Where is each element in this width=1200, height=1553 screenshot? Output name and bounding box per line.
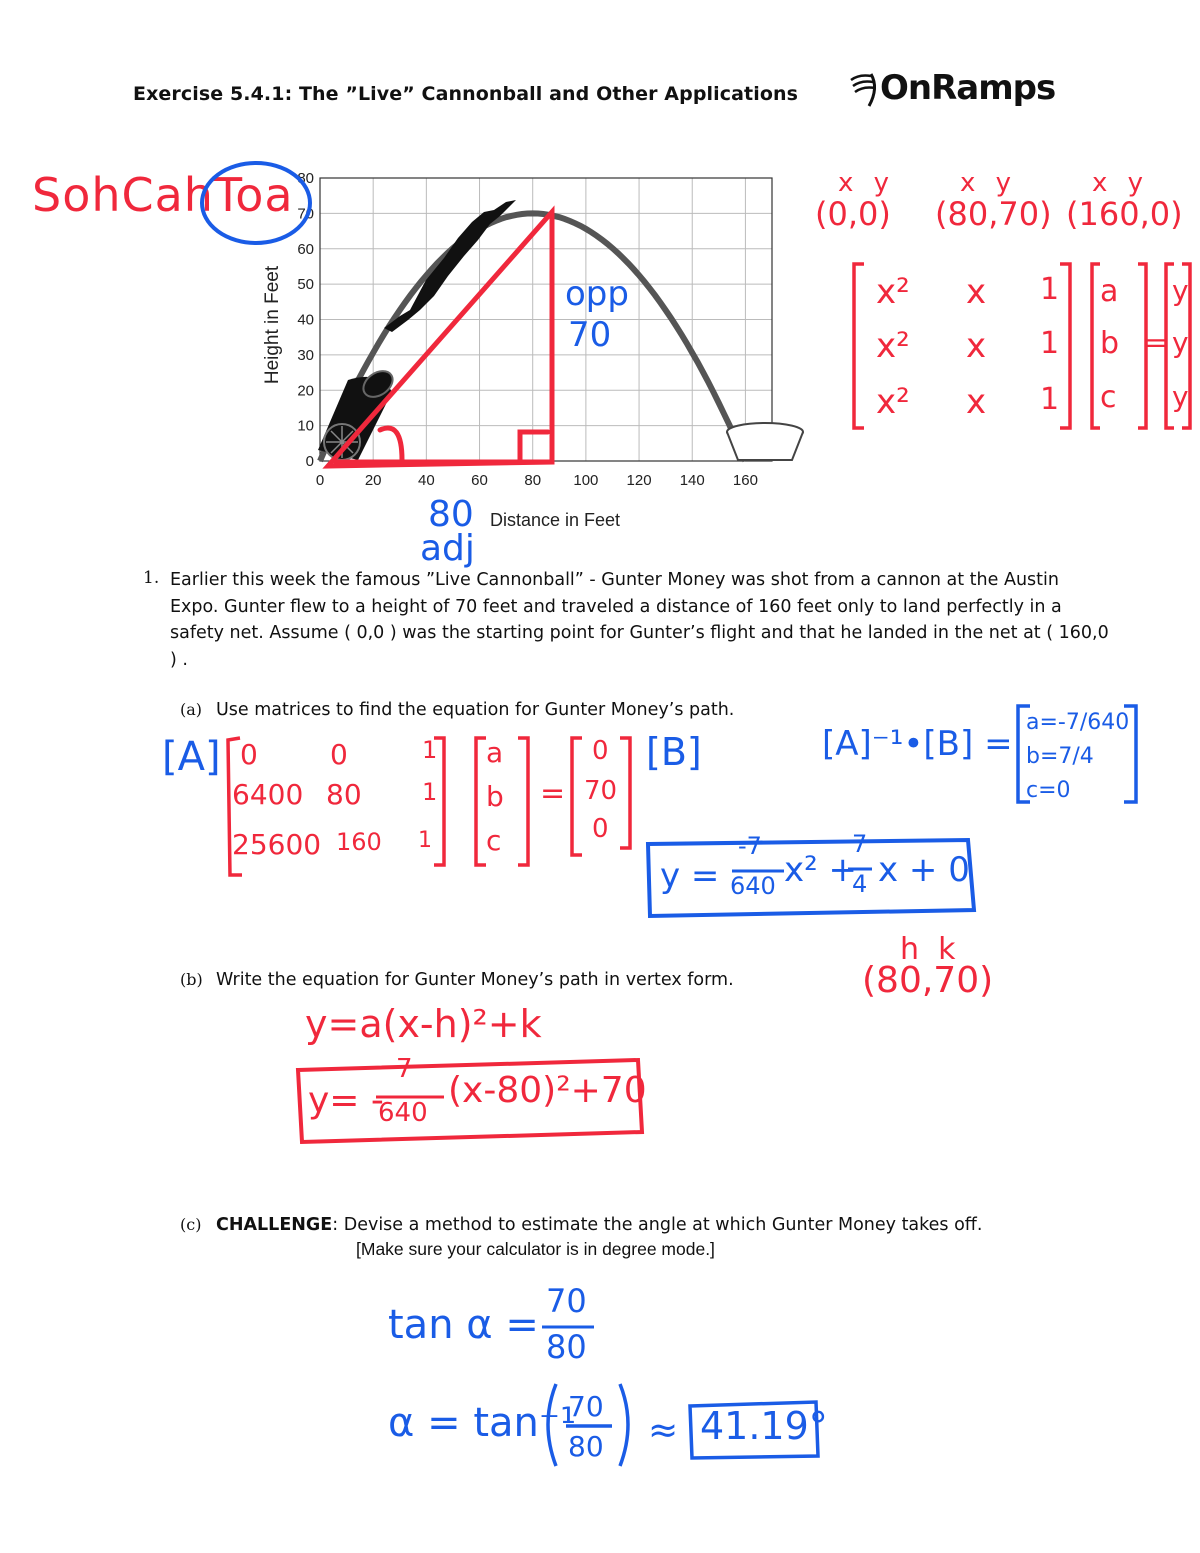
- approx-sign: ≈: [648, 1410, 679, 1451]
- x-tick-label: 160: [732, 472, 758, 489]
- vertex-general-form: y=a(x-h)²+k: [305, 1002, 542, 1046]
- gm-r3c2: x: [966, 382, 987, 422]
- a-r1c2: 0: [330, 738, 348, 771]
- page-title: Exercise 5.4.1: The ”Live” Cannonball and Other Applications: [133, 83, 799, 105]
- gm-r1c1: x²: [876, 272, 910, 312]
- sohcahtoa-note: SohCahToa: [32, 168, 294, 222]
- a-r1c1: 0: [240, 738, 258, 771]
- matrix-b-label: [B]: [646, 730, 702, 774]
- opp-value: 70: [568, 315, 612, 355]
- std-frac-num: -7: [738, 832, 762, 860]
- y-tick-label: 50: [297, 276, 314, 294]
- x-tick-label: 80: [524, 472, 542, 489]
- y-axis-label: Height in Feet: [262, 265, 283, 385]
- b-val-2: 70: [584, 776, 618, 806]
- part-c-text: : Devise a method to estimate the angle at which Gunter Money takes off.: [332, 1215, 983, 1235]
- tan-lhs: tan α =: [388, 1302, 539, 1348]
- red-triangle-annotation: [328, 212, 552, 466]
- toa-circle-icon: [198, 158, 318, 250]
- vertex-frac-den: 640: [378, 1098, 428, 1128]
- b-val-3: 0: [592, 814, 609, 844]
- x-tick-label: 140: [679, 472, 705, 489]
- adj-value: 80: [428, 494, 474, 535]
- a-r2c2: 80: [326, 778, 362, 811]
- point-2: (80,70): [935, 195, 1052, 233]
- alpha-num: 70: [568, 1390, 604, 1423]
- x-tick-label: 60: [471, 472, 488, 489]
- gm-c: c: [1100, 380, 1117, 415]
- std-frac-den: 640: [730, 872, 776, 900]
- y-tick-label: 30: [297, 346, 314, 364]
- point-3: (160,0): [1066, 195, 1183, 233]
- gm-y1: y: [1172, 274, 1189, 307]
- cannon-icon: [318, 366, 397, 460]
- inverse-expression: [A]⁻¹•[B] =: [822, 724, 1013, 764]
- problem-number: 1.: [143, 568, 160, 588]
- vertex-tail: (x-80)²+70: [448, 1070, 647, 1111]
- x-axis-label: Distance in Feet: [489, 510, 621, 530]
- ab-eq: =: [540, 776, 566, 811]
- x-tick-label: 0: [315, 472, 325, 489]
- alpha-den: 80: [568, 1430, 604, 1463]
- x-tick-label: 120: [626, 472, 652, 489]
- part-c-label: (c): [180, 1215, 202, 1234]
- gm-eq: =: [1144, 326, 1168, 359]
- vertex-point: (80,70): [862, 960, 994, 1001]
- adj-label: adj: [420, 528, 475, 569]
- a-r3c2: 160: [336, 828, 382, 856]
- a-r3c1: 25600: [232, 828, 322, 861]
- gm-a: a: [1100, 274, 1119, 309]
- x-tick-label: 20: [364, 472, 382, 489]
- gm-r3c3: 1: [1040, 382, 1060, 417]
- point-3-xy: x y: [1092, 168, 1150, 198]
- hk-labels: h k: [900, 932, 956, 967]
- tan-num: 70: [546, 1282, 587, 1320]
- gm-y2: y: [1172, 326, 1189, 359]
- solution-a: a=-7/640: [1026, 710, 1130, 735]
- y-tick-label: 40: [297, 311, 314, 329]
- a-r3c3: 1: [418, 828, 432, 853]
- abc-c: c: [486, 824, 502, 857]
- x-tick-label: 40: [418, 472, 435, 489]
- vertex-frac-num: 7: [396, 1054, 413, 1084]
- std-tail: x + 0: [878, 850, 970, 890]
- std-prefix: y =: [660, 856, 720, 896]
- part-c-prompt: [216, 1212, 982, 1239]
- gm-r2c3: 1: [1040, 326, 1060, 361]
- solution-c: c=0: [1026, 778, 1071, 803]
- std-frac2-den: 4: [852, 870, 868, 898]
- a-r2c3: 1: [422, 778, 438, 806]
- gm-r2c2: x: [966, 326, 987, 366]
- degree-mode-note: [Make sure your calculator is in degree mode.]: [356, 1239, 715, 1259]
- a-r1c3: 1: [422, 736, 438, 764]
- std-mid: x² +: [784, 850, 858, 890]
- tan-den: 80: [546, 1328, 587, 1366]
- final-answer: 41.19°: [700, 1404, 828, 1448]
- vertex-prefix: y= -: [308, 1080, 384, 1121]
- matrix-a-label: [A]: [162, 734, 221, 780]
- gm-r2c1: x²: [876, 326, 910, 366]
- opp-label: opp: [565, 274, 629, 314]
- safety-net-icon: [727, 423, 803, 460]
- y-tick-label: 70: [297, 205, 314, 223]
- gm-y3: y: [1172, 380, 1189, 413]
- gm-r3c1: x²: [876, 382, 910, 422]
- logo-text: OnRamps: [880, 68, 1056, 108]
- part-b-label: (b): [180, 970, 203, 989]
- a-r2c1: 6400: [232, 778, 304, 811]
- part-b-prompt: Write the equation for Gunter Money’s path in vertex form.: [216, 970, 734, 990]
- std-frac2-num: 7: [852, 830, 868, 858]
- y-tick-label: 20: [297, 382, 314, 400]
- y-tick-label: 80: [297, 170, 314, 187]
- point-2-xy: x y: [960, 168, 1018, 198]
- abc-a: a: [486, 736, 504, 769]
- gm-b: b: [1100, 326, 1120, 361]
- abc-b: b: [486, 780, 504, 813]
- point-1: (0,0): [815, 195, 891, 233]
- solution-b: b=7/4: [1026, 744, 1094, 769]
- y-tick-label: 60: [297, 240, 314, 258]
- b-val-1: 0: [592, 736, 609, 766]
- trajectory-chart: [250, 160, 810, 540]
- part-a-label: (a): [180, 700, 203, 719]
- point-1-xy: x y: [838, 168, 896, 198]
- x-tick-labels: [316, 472, 758, 489]
- x-tick-label: 100: [573, 472, 599, 489]
- alpha-lhs: α = tan⁻¹: [388, 1400, 577, 1446]
- y-tick-label: 10: [297, 417, 314, 435]
- problem-statement: Earlier this week the famous ”Live Cannonball” - Gunter Money was shot from a cannon at the Austin Expo. Gunter flew to a height of 70 feet and traveled a distance of 160 feet only to land perfectly in a safety net. Assume ( 0,0 ) was the starting point for Gunter’s flight and that he landed in the net at ( 160,0 ) .: [170, 570, 1109, 670]
- gm-r1c2: x: [966, 272, 987, 312]
- challenge-label: CHALLENGE: [216, 1215, 333, 1235]
- part-a-prompt: Use matrices to find the equation for Gunter Money’s path.: [216, 700, 735, 720]
- gm-r1c3: 1: [1040, 272, 1060, 307]
- y-tick-label: 0: [305, 453, 314, 470]
